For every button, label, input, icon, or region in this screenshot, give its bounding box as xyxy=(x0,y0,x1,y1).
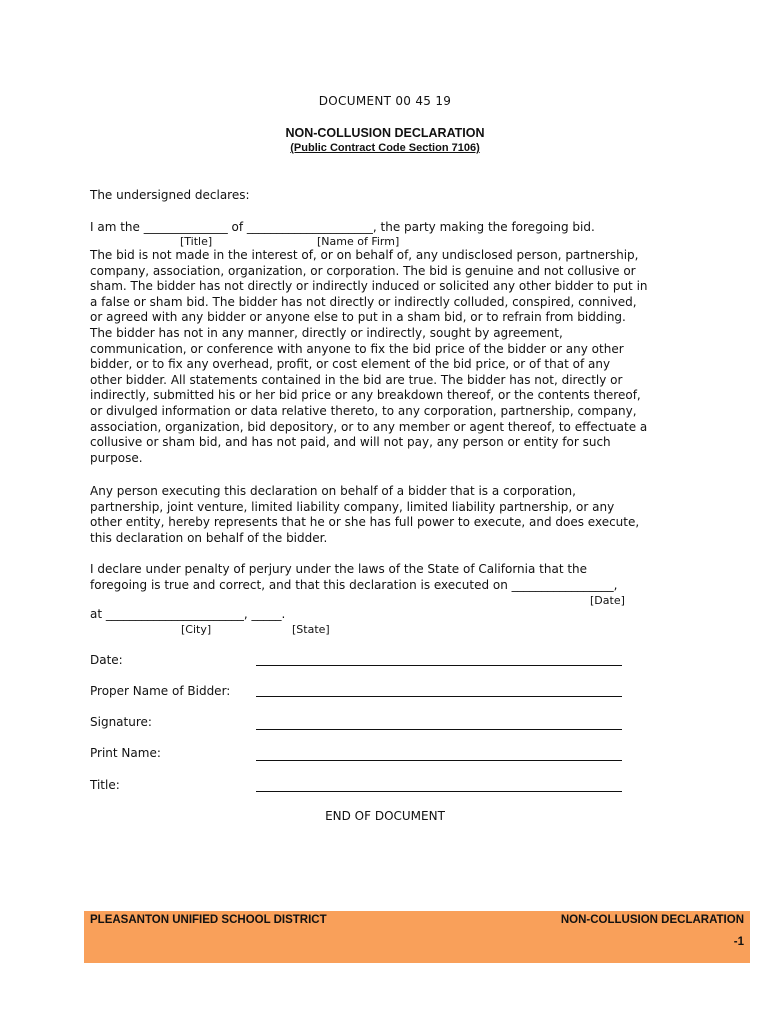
paragraph-line: association, organization, bid depository, or to any member or agent thereof, to effectuate a xyxy=(90,419,648,434)
paragraph-line: The bidder has not in any manner, directly or indirectly, sought by agreement, xyxy=(90,325,563,340)
paragraph-line: collusive or sham bid, and has not paid, and will not pay, any person or entity for such xyxy=(90,435,611,450)
footer-doc-title: NON-COLLUSION DECLARATION xyxy=(560,914,744,926)
paragraph-perjury xyxy=(90,562,690,593)
doc-number: DOCUMENT 00 45 19 xyxy=(318,94,452,108)
footer-bar xyxy=(84,911,750,963)
paragraph-line: I declare under penalty of perjury under the laws of the State of California that the xyxy=(90,562,588,576)
paragraph-line: other entity, hereby represents that he or she has full power to execute, and does execute, xyxy=(90,515,640,530)
paragraph-line: partnership, joint venture, limited liability company, limited liability partnership, or any xyxy=(90,499,615,514)
footer-page-number: -1 xyxy=(733,936,744,948)
paragraph-line: indirectly, submitted his or her bid price or any breakdown thereof, or the contents thereof, xyxy=(90,388,641,403)
firm-caption: [Name of Firm] xyxy=(317,235,400,248)
date-caption: [Date] xyxy=(590,594,625,607)
paragraph-line: sham. The bidder has not directly or indirectly induced or solicited any other bidder to put in xyxy=(90,279,648,294)
date-signature-line[interactable] xyxy=(256,665,622,666)
paragraph-declaration xyxy=(90,248,690,466)
paragraph-line: or divulged information or data relative thereto, to any corporation, partnership, company, xyxy=(90,403,637,418)
date-label: Date: xyxy=(90,653,123,667)
paragraph-line: company, association, organization, or corporation. The bid is genuine and not collusive or xyxy=(90,263,636,278)
iam-line: I am the ______________ of _____________________, the party making the foregoing bid. xyxy=(90,220,595,234)
paragraph-line: communication, or conference with anyone to fix the bid price of the bidder or any other xyxy=(90,341,624,356)
paragraph-line: other bidder. All statements contained in the bid are true. The bidder has not, directly or xyxy=(90,372,623,387)
footer-district: PLEASANTON UNIFIED SCHOOL DISTRICT xyxy=(90,914,327,926)
paragraph-line: a false or sham bid. The bidder has not directly or indirectly colluded, conspired, connived, xyxy=(90,294,637,309)
signature-line[interactable] xyxy=(256,729,622,730)
paragraph-line: purpose. xyxy=(90,450,143,465)
paragraph-line: Any person executing this declaration on behalf of a bidder that is a corporation, xyxy=(90,484,576,498)
end-of-document: END OF DOCUMENT xyxy=(325,809,445,823)
title-label: Title: xyxy=(90,778,120,792)
paragraph-line: The bid is not made in the interest of, or on behalf of, any undisclosed person, partnership, xyxy=(90,248,639,262)
intro-text: The undersigned declares: xyxy=(90,188,250,202)
print-name-signature-line[interactable] xyxy=(256,760,622,761)
title-signature-line[interactable] xyxy=(256,791,622,792)
paragraph-line: bidder, or to fix any overhead, profit, or cost element of the bid price, or of that of any xyxy=(90,357,611,372)
doc-title: NON-COLLUSION DECLARATION xyxy=(285,126,485,140)
paragraph-line: this declaration on behalf of the bidder. xyxy=(90,530,328,545)
doc-subtitle: (Public Contract Code Section 7106) xyxy=(290,142,480,154)
print-name-label: Print Name: xyxy=(90,746,161,760)
bidder-name-label: Proper Name of Bidder: xyxy=(90,684,231,698)
bidder-name-signature-line[interactable] xyxy=(256,696,622,697)
city-caption: [City] xyxy=(181,623,212,636)
at-line: at _______________________, _____. xyxy=(90,607,286,621)
signature-label: Signature: xyxy=(90,715,152,729)
paragraph-authority xyxy=(90,484,690,546)
title-caption: [Title] xyxy=(180,235,213,248)
state-caption: [State] xyxy=(292,623,330,636)
paragraph-line: or agreed with any bidder or anyone else to put in a sham bid, or to refrain from bidding. xyxy=(90,310,626,325)
paragraph-line: foregoing is true and correct, and that this declaration is executed on _________________, xyxy=(90,577,618,592)
